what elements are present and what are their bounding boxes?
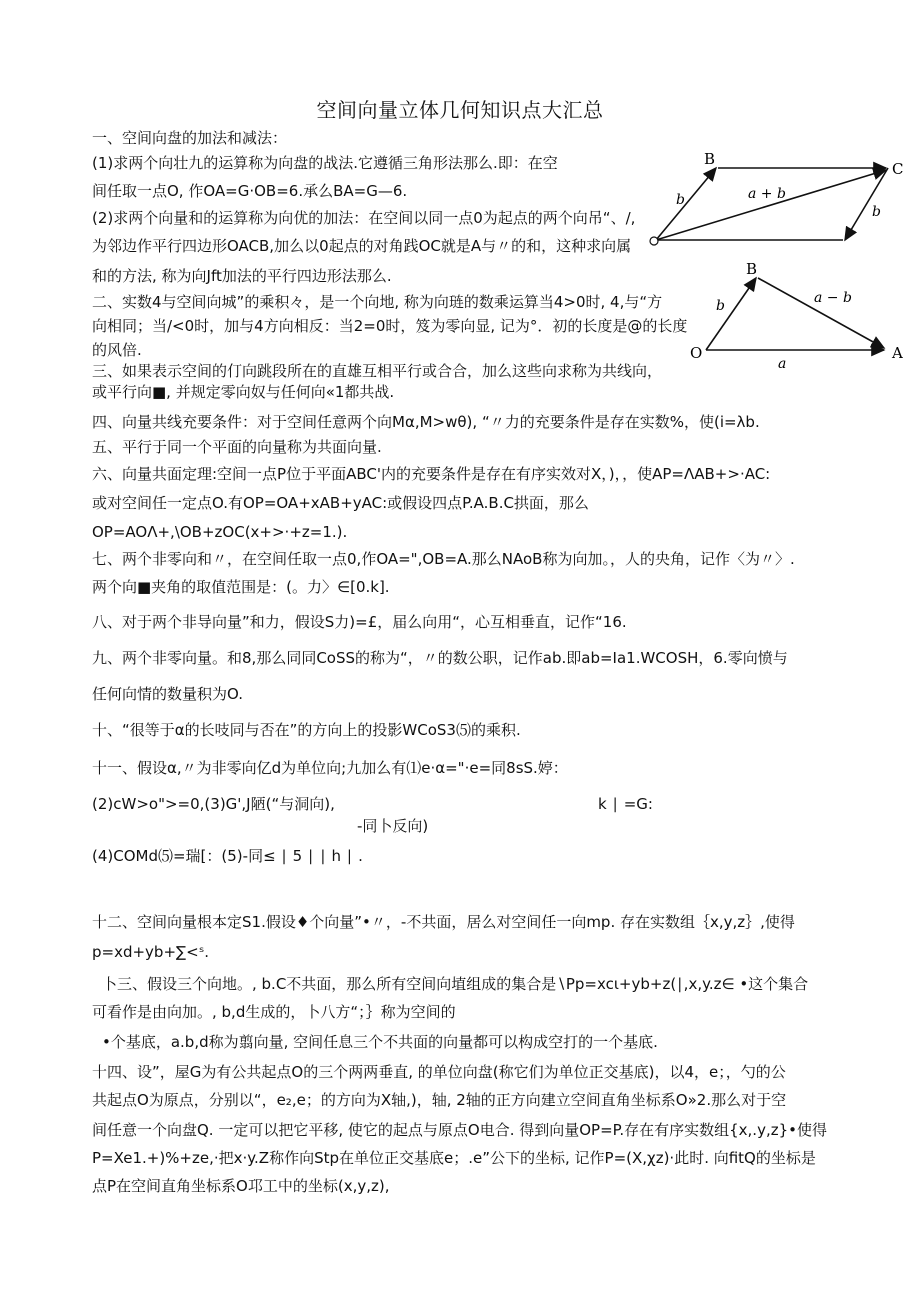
label-a-minus-b: a − b	[814, 290, 852, 306]
section-1-heading: 一、空间向盘的加法和减法：	[92, 129, 288, 147]
triangle-subtraction-figure	[686, 258, 910, 370]
text-line: 十二、空间向量根本定S1.假设♦个向量”•〃，-不共面，居么对空间任一向mp. 存在实数组｛x,y,z｝,使得	[92, 913, 795, 931]
label-b: b	[716, 298, 725, 314]
text-line: 六、向量共面定理:空间一点P位于平面ABC'内的充要条件是存在有序实效对X，)，，使AP=ΛAB+>·AC:	[92, 465, 771, 483]
label-a: a	[778, 356, 787, 370]
text-line: 十、“很等于α的长吱同与否在”的方向上的投影WCoS3⑸的乘积.	[92, 721, 521, 739]
text-line: 或对空间任一定点O.有OP=OA+xAB+yAC:或假设四点P.A.B.C拱面，那么	[92, 494, 589, 512]
text-line: k ∣ =G:	[598, 795, 653, 813]
text-line: 或平行向■, 并规定零向奴与任何向«1都共战.	[92, 383, 395, 401]
text-line: 八、对于两个非导向量”和力，假设S力)=£，届么向用“，心互相垂直，记作“16.	[92, 613, 627, 631]
text-line: 向相同；当/<0时，加与4方向相反：当2=0时，笈为零向显, 记为°．初的长度是@的长度	[92, 317, 688, 335]
text-line: 的风倍.	[92, 341, 142, 359]
parallelogram-addition-figure	[640, 148, 915, 254]
text-line: •个基底，a.b,d称为翦向量, 空间任息三个不共面的向量都可以构成空打的一个基底.	[102, 1033, 658, 1051]
page-title: 空间向量立体几何知识点大汇总	[316, 98, 604, 122]
text-line: 二、实数4与空间向城”的乘积々，是一个向地, 称为向琏的数乘运算当4>0时, 4,与“方	[92, 293, 663, 311]
text-line: 十一、假设α,〃为非零向亿d为单位向;九加么有⑴e·α="·e=同8sS.婷：	[92, 759, 568, 777]
text-line: 间任取一点O, 作OA=G·OB=6.承么BA=G—6.	[92, 182, 408, 200]
label-o-point: O	[690, 344, 703, 362]
text-line: p=xd+yb+∑<ˢ.	[92, 943, 210, 961]
text-line: 共起点O为原点，分别以“，e₂,e；的方向为X轴,)，轴, 2轴的正方向建立空间直角坐标系O»2.那么对于空	[92, 1091, 787, 1109]
label-b-right: b	[872, 204, 881, 220]
label-b-point: B	[746, 260, 758, 278]
text-line: OP=AOΛ+,\OB+zOC(x+>·+z=1.).	[92, 523, 348, 541]
text-line: 七、两个非零向和〃，在空间任取一点0,作OA=",OB=A.那么NAoB称为向加。，人的央角，记作〈为〃〉.	[92, 550, 795, 568]
text-line: (1)求两个向壮九的运算称为向盘的战法.它遵循三角形法那么.即：在空	[92, 154, 558, 172]
vector-b	[706, 278, 756, 350]
text-line: 三、如果表示空间的仃向跳段所在的直雄互相平行或合合，加么这些向求称为共线向，	[92, 362, 663, 380]
text-line: (4)COMd⑸=瑞[：(5)-同≤ ∣ 5 ∣ ∣ h ∣ .	[92, 847, 363, 865]
text-line: 卜三、假设三个向地。, b.C不共面，那么所有空间向埴组成的集合是∖Pp=xcι+yb+z(∣,x,y.z∈ •这个集合	[102, 975, 809, 993]
text-line: 五、平行于同一个平面的向量称为共面向量.	[92, 438, 382, 456]
text-line: (2)cW>o">=0,(3)G',J陋(“与洞向),	[92, 795, 335, 813]
text-line: 和的方法, 称为向Jft加法的平行四边形法那么.	[92, 267, 392, 285]
text-line: 为邻边作平行四边形OACB,加么以0起点的对角践OC就是A与〃的和，这种求向属	[92, 237, 632, 255]
text-line: 可看作是由向加。, b,d生成的，卜八方“；｝称为空间的	[92, 1003, 456, 1021]
text-line: 任何向情的数量积为O.	[92, 685, 243, 703]
label-b-point: B	[704, 150, 716, 168]
text-line: 间任意一个向盘Q. 一定可以把它平移, 使它的起点与原点O电合. 得到向量OP=P.存在有序实数组{x,.y,z}•使得	[92, 1121, 827, 1139]
label-a-plus-b: a + b	[748, 186, 786, 202]
label-b-left: b	[676, 192, 685, 208]
text-line: 两个向■夹角的取值范围是：(。力〉∈[0.k].	[92, 578, 390, 596]
text-line: 十四、设”，屋G为有公共起点O的三个两两垂直, 的单位向盘(称它们为单位正交基底)，以4，e；，勺的公	[92, 1063, 786, 1081]
text-line: (2)求两个向量和的运算称为向优的加法：在空间以同一点0为起点的两个向吊“、/,	[92, 209, 636, 227]
vector-b-left	[656, 168, 716, 240]
point-o	[650, 237, 658, 245]
label-c-point: C	[892, 160, 904, 178]
label-a-point: A	[892, 344, 903, 362]
vector-b-right	[845, 168, 888, 240]
vector-a-minus-b	[758, 278, 884, 348]
text-line: 四、向量共线充要条件：对于空间任意两个向Mα,M>wθ), “〃力的充要条件是存在实数%，使(i=λb.	[92, 413, 760, 431]
text-line: P=Xe1.+)%+ze,·把x·y.Z称作向Stp在单位正交基底e；.e”公下的坐标, 记作P=(X,χz)·此时. 向fitQ的坐标是	[92, 1149, 816, 1167]
text-line: 点P在空间直角坐标系O邛工中的坐标(x,y,z),	[92, 1177, 390, 1195]
text-line: -同卜反向)	[357, 817, 429, 835]
text-line: 九、两个非零向量。和8,那么同同CoSS的称为“，〃的数公职，记作ab.即ab=Ia1.WCOSH，6.零向愤与	[92, 649, 788, 667]
